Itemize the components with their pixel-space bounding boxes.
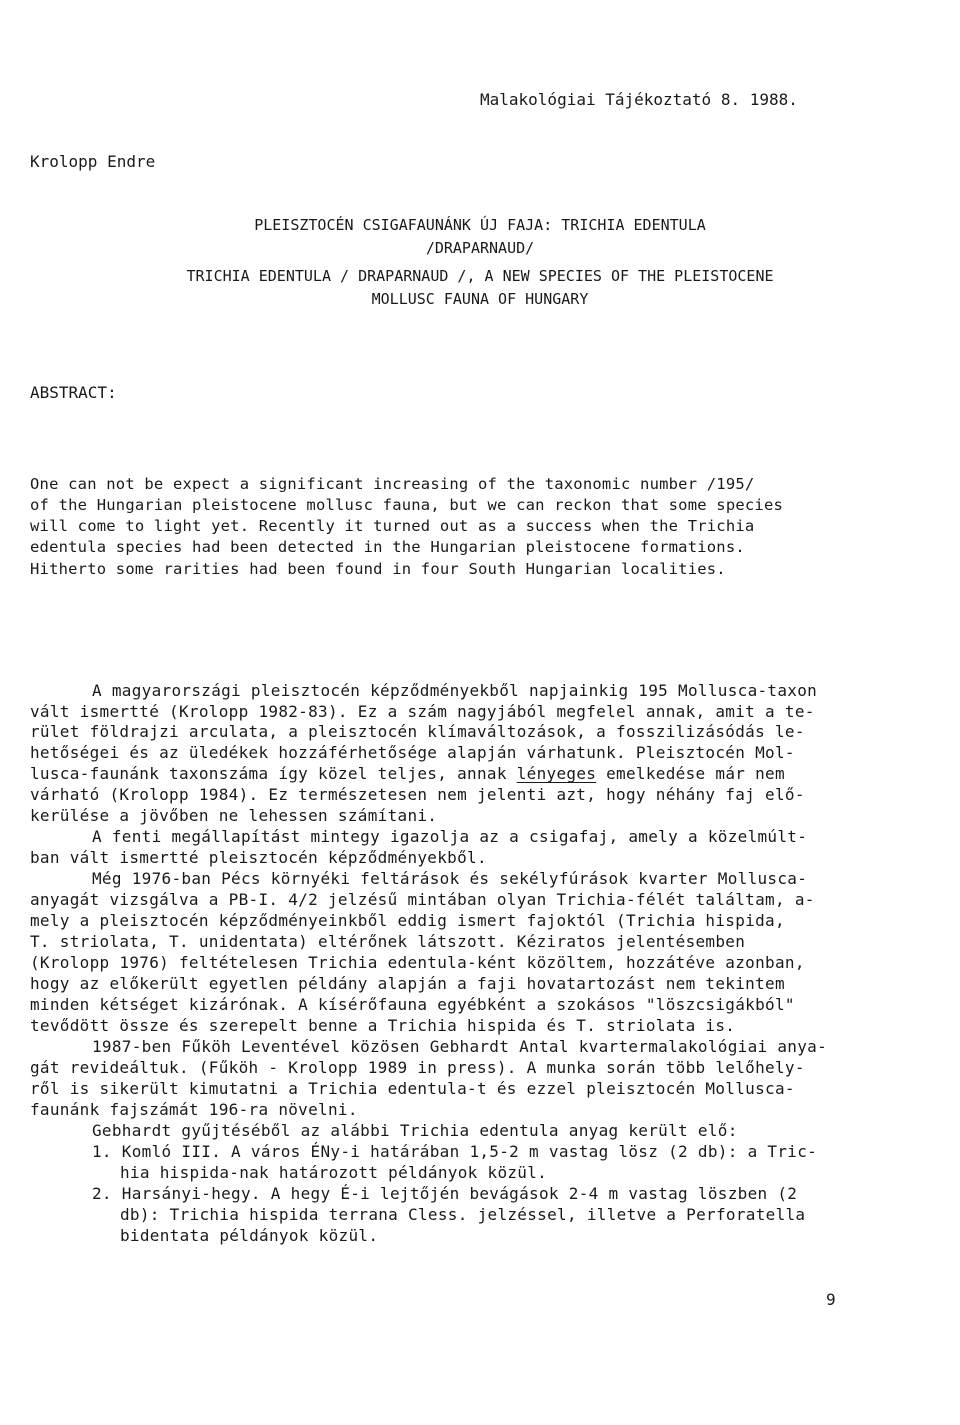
body-line: tevődött össze és szerepelt benne a Trichia hispida és T. striolata is. <box>30 1016 736 1035</box>
title-english-line-2: MOLLUSC FAUNA OF HUNGARY <box>371 290 589 308</box>
body-line: A fenti megállapítást mintegy igazolja az a csigafaj, amely a közelmúlt- <box>92 827 808 846</box>
body-line: minden kétséget kizárónak. A kísérőfauna egyébként a szokásos "löszcsigákból" <box>30 995 795 1014</box>
abstract-heading: ABSTRACT: <box>30 383 117 402</box>
body-line: gát revideáltuk. (Fűköh - Krolopp 1989 in press). A munka során több lelőhely- <box>30 1058 805 1077</box>
list-item-continuation: bidentata példányok közül. <box>120 1226 379 1245</box>
body-line: 1987-ben Fűköh Leventével közösen Gebhardt Antal kvartermalakológiai anya- <box>92 1037 828 1056</box>
abstract-line: Hitherto some rarities had been found in four South Hungarian localities. <box>30 560 726 578</box>
body-line: hetőségei és az üledékek hozzáférhetősége alapján várhatunk. Pleisztocén Mol- <box>30 743 795 762</box>
body-line: ban vált ismertté pleisztocén képződményekből. <box>30 848 487 867</box>
body-line: (Krolopp 1976) feltételesen Trichia edentula-ként közöltem, hozzátéve azonban, <box>30 953 805 972</box>
list-item: 2. Harsányi-hegy. A hegy É-i lejtőjén bevágások 2-4 m vastag löszben (2 <box>92 1184 798 1203</box>
body-line: A magyarországi pleisztocén képződményekből napjainkig 195 Mollusca-taxon <box>92 681 818 700</box>
body-line: vált ismertté (Krolopp 1982-83). Ez a szám nagyjából megfelel annak, amit a te- <box>30 702 815 721</box>
body-line: kerülése a jövőben ne lehessen számítani. <box>30 806 438 825</box>
underlined-word: lényeges <box>516 764 597 783</box>
author-name: Krolopp Endre <box>30 152 156 171</box>
list-item-continuation: db): Trichia hispida terrana Cless. jelzéssel, illetve a Perforatella <box>120 1205 806 1224</box>
body-line: Gebhardt gyűjtéséből az alábbi Trichia edentula anyag került elő: <box>92 1121 738 1140</box>
abstract-line: will come to light yet. Recently it turned out as a success when the Trichia <box>30 517 755 535</box>
body-line: anyagát vizsgálva a PB-I. 4/2 jelzésű mintában olyan Trichia-félét találtam, a- <box>30 890 815 909</box>
body-line: T. striolata, T. unidentata) eltérőnek látszott. Kéziratos jelentésemben <box>30 932 746 951</box>
page-number: 9 <box>826 1290 836 1309</box>
body-line: hogy az előkerült egyetlen példány alapján a faji hovatartozást nem tekintem <box>30 974 785 993</box>
list-item-continuation: hia hispida-nak határozott példányok közül. <box>120 1163 548 1182</box>
body-line: mely a pleisztocén képződményeinkből eddig ismert fajoktól (Trichia hispida, <box>30 911 785 930</box>
journal-header: Malakológiai Tájékoztató 8. 1988. <box>480 90 798 109</box>
body-line: faunánk fajszámát 196-ra növelni. <box>30 1100 358 1119</box>
abstract-line: edentula species had been detected in the Hungarian pleistocene formations. <box>30 538 745 556</box>
abstract-line: of the Hungarian pleistocene mollusc fauna, but we can reckon that some species <box>30 496 784 514</box>
body-line: várható (Krolopp 1984). Ez természetesen nem jelenti azt, hogy néhány faj elő- <box>30 785 805 804</box>
body-line <box>30 763 785 784</box>
title-hungarian-line-1: PLEISZTOCÉN CSIGAFAUNÁNK ÚJ FAJA: TRICHIA EDENTULA <box>254 216 706 234</box>
body-line: rület földrajzi arculata, a pleisztocén klímaváltozások, a fosszilizásódás le- <box>30 722 805 741</box>
title-english-line-1: TRICHIA EDENTULA / DRAPARNAUD /, A NEW SPECIES OF THE PLEISTOCENE <box>186 267 774 285</box>
body-text-run: emelkedése már nem <box>596 764 785 783</box>
body-line: ről is sikerült kimutatni a Trichia edentula-t és ezzel pleisztocén Mollusca- <box>30 1079 795 1098</box>
list-item: 1. Komló III. A város ÉNy-i határában 1,5-2 m vastag lösz (2 db): a Tric- <box>92 1142 818 1161</box>
body-text-run: lusca-faunánk taxonszáma így közel teljes, annak <box>30 764 517 783</box>
abstract-line: One can not be expect a significant increasing of the taxonomic number /195/ <box>30 475 755 493</box>
title-hungarian-line-2: /DRAPARNAUD/ <box>425 239 535 257</box>
body-line: Még 1976-ban Pécs környéki feltárások és sekélyfúrások kvarter Mollusca- <box>92 869 808 888</box>
